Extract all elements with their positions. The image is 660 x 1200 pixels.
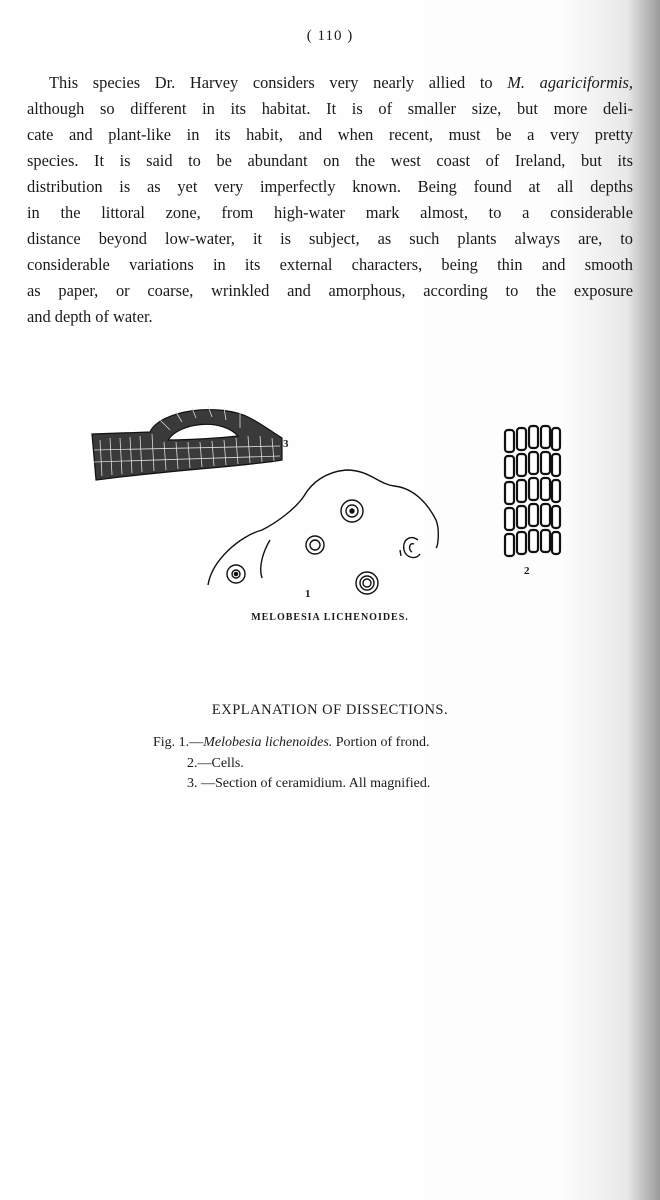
fig-1-description: Portion of frond. [332,735,430,750]
explanation-fig-3: 3. —Section of ceramidium. All magnified. [187,776,431,791]
species-name-italic: M. agariciformis, [507,73,633,92]
figure-label-2: 2 [524,565,530,577]
explanation-heading: EXPLANATION OF DISSECTIONS. [211,702,449,718]
figure-label-1: 1 [305,588,311,600]
fig-1-species: Melobesia lichenoides. [203,735,333,750]
frond-portion-drawing [208,470,438,594]
cells-drawing [505,426,560,556]
paragraph-line-9: as paper, or coarse, wrinkled and amorphous, according to the exposure [27,281,633,300]
paragraph-line-4: species. It is said to be abundant on the west coast of Ireland, but its [27,151,633,170]
explanation-fig-1 [153,735,429,751]
paragraph-line-5: distribution is as yet very imperfectly known. Being found at all depths [27,177,633,196]
paragraph-line-7: distance beyond low-water, it is subject, as such plants always are, to [27,229,633,248]
body-paragraph [27,70,633,330]
page-number: ( 110 ) [306,28,354,44]
paragraph-line-6: in the littoral zone, from high-water mark almost, to a considerable [27,203,633,222]
paragraph-line-2: although so different in its habitat. It is of smaller size, but more deli- [27,99,633,118]
explanation-fig-2: 2.—Cells. [187,756,244,771]
dissection-illustration [0,400,660,640]
paragraph-line-8: considerable variations in its external characters, being thin and smooth [27,255,633,274]
figure-caption: MELOBESIA LICHENOIDES. [251,612,409,623]
dissection-figure [0,400,660,640]
paragraph-line-10: and depth of water. [27,307,153,326]
figure-label-3: 3 [283,438,289,450]
paragraph-line-1 [27,70,633,96]
paragraph-line-1-text: This species Dr. Harvey considers very nearly allied to [49,73,508,92]
fig-1-prefix: Fig. 1.— [153,735,204,750]
ceramidium-section-drawing [92,406,282,480]
paragraph-line-3: cate and plant-like in its habit, and when recent, must be a very pretty [27,125,633,144]
